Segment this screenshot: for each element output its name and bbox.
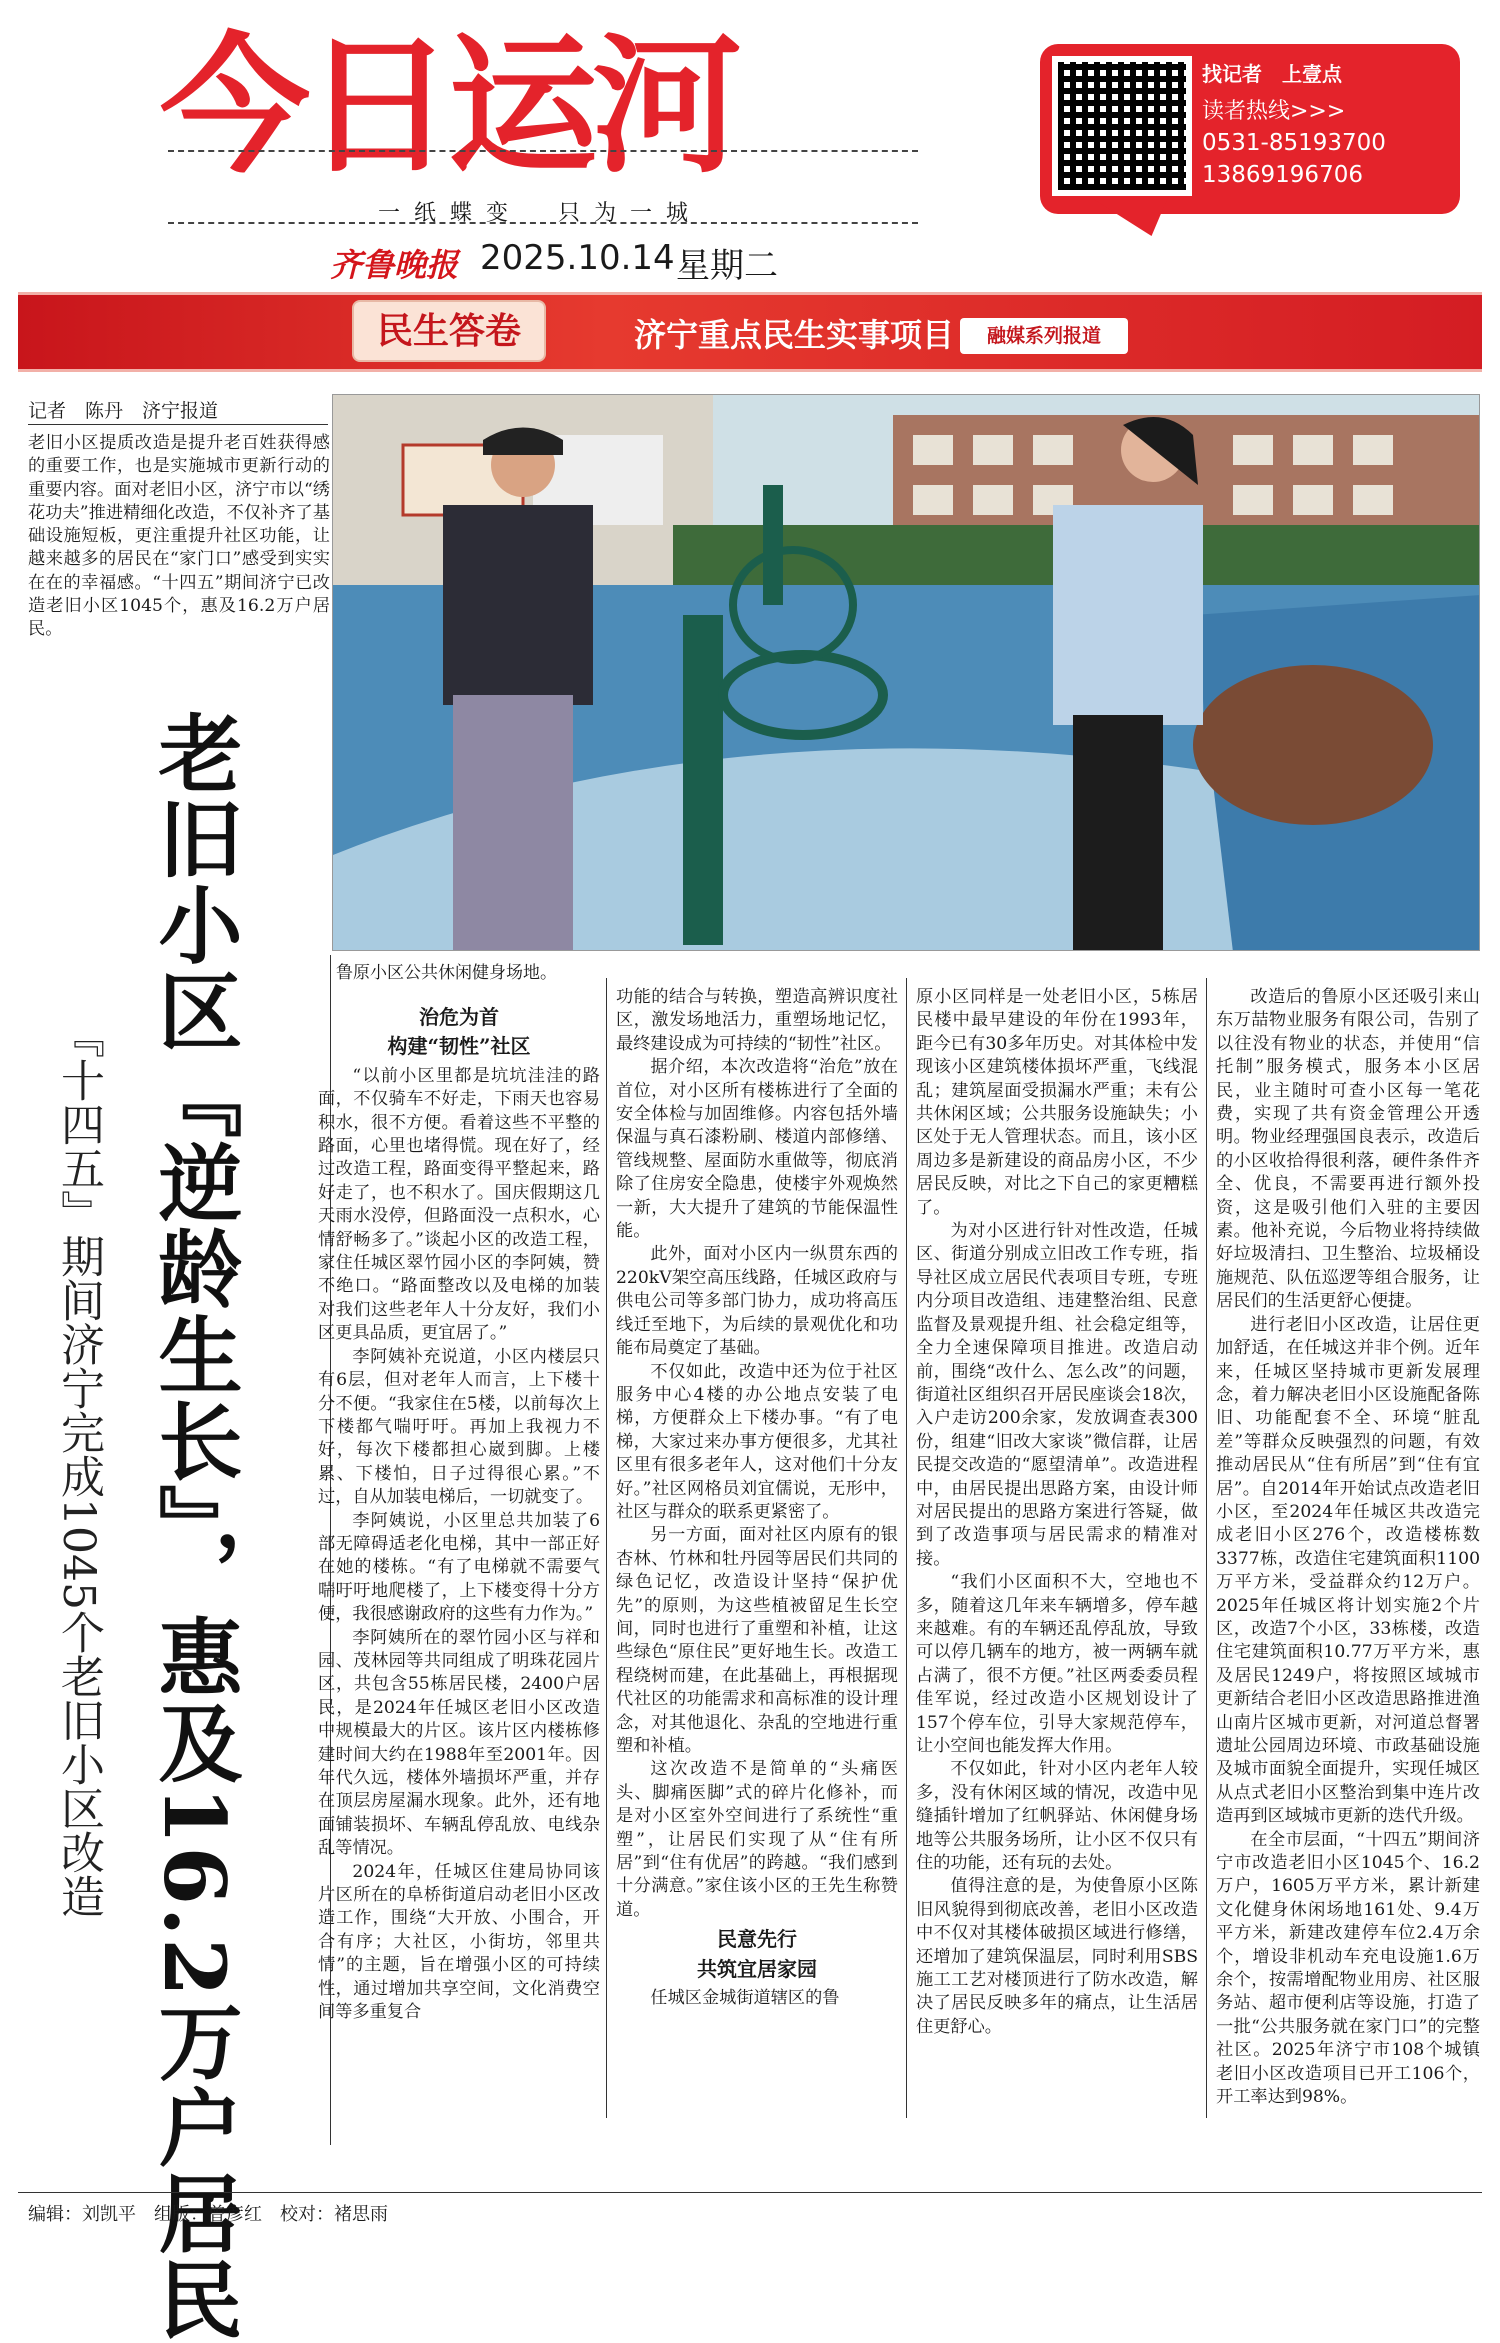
issue-weekday: 星期二: [676, 246, 778, 286]
section-tag: 民生答卷: [352, 300, 546, 362]
article-paragraph: 李阿姨所在的翠竹园小区与祥和园、茂林园等共同组成了明珠花园片区，共包含55栋居民楼，2400户居民，是2024年任城区老旧小区改造中规模最大的片区。该片区内楼栋修建时间大约在1988年至2001年。因年代久远，楼体外墙损坏严重，并存在顶层房屋漏水现象。此外，还有地面铺装损坏、车辆乱停乱放、电线杂乱等情况。: [318, 1627, 600, 1859]
article-column-2: [616, 986, 898, 2010]
contact-slogan: 找记者 上壹点: [1202, 62, 1342, 86]
masthead-divider: [168, 150, 918, 152]
hotline-phone-2[interactable]: 13869196706: [1202, 162, 1363, 188]
slogan-divider: [168, 222, 918, 224]
column-divider: [906, 978, 907, 2118]
article-paragraph: 据介绍，本次改造将“治危”放在首位，对小区所有楼栋进行了全面的安全体检与加固维修。内容包括外墙保温与真石漆粉刷、楼道内部修缮、管线规整、屋面防水重做等，彻底消除了住房安全隐患，使楼宇外观焕然一新，大大提升了建筑的节能保温性能。: [616, 1057, 898, 1242]
article-paragraph: 这次改造不是简单的“头痛医头、脚痛医脚”式的碎片化修补，而是对小区室外空间进行了系统性“重塑”，让居民们实现了从“住有所居”到“住有优居”的跨越。“我们感到十分满意。”家住该小区的王先生称赞道。: [616, 1759, 898, 1920]
paper-logo: 齐鲁晚报: [330, 246, 459, 284]
article-paragraph: 不仅如此，针对小区内老年人较多，没有休闲区域的情况，改造中见缝插针增加了红帆驿站、休闲健身场地等公共服务场所，让小区不仅只有住的功能，还有玩的去处。: [916, 1759, 1198, 1874]
editorial-credits: 编辑：刘凯平 组版：曾彦红 校对：褚思雨: [28, 2204, 388, 2225]
masthead-slogan: 一纸蝶变 只为一城: [377, 201, 702, 226]
section-title: 济宁重点民生实事项目: [634, 316, 955, 354]
subheadline: 『十四五』期间济宁完成1045个老旧小区改造: [53, 1014, 104, 1918]
section-subheading: 构建“韧性”社区: [387, 1034, 531, 1059]
article-paragraph: 值得注意的是，为使鲁原小区陈旧风貌得到彻底改善，老旧小区改造中不仅对其楼体破损区域进行修缮，还增加了建筑保温层，同时利用SBS施工工艺对楼顶进行了防水改造，解决了居民反映多年的痛点，让生活居住更舒心。: [916, 1876, 1198, 2037]
article-paragraph: 进行老旧小区改造，让居住更加舒适，在任城这并非个例。近年来，任城区坚持城市更新发展理念，着力解决老旧小区设施配备陈旧、功能配套不全、环境“脏乱差”等群众反映强烈的问题，有效推动居民从“住有所居”到“住有宜居”。自2014年开始试点改造老旧小区，至2024年任城区共改造完成老旧小区276个，改造楼栋数3377栋，改造住宅建筑面积1100万平方米，受益群众约12万户。2025年任城区将计划实施2个片区，改造7个小区，33栋楼，改造住宅建筑面积10.77万平方米，惠及居民1249户，将按照区域城市更新结合老旧小区改造思路推进渔山南片区城市更新，对河道总督署遗址公园周边环境、市政基础设施及城市面貌全面提升，实现任城区从点式老旧小区整治到集中连片改造再到区域城市更新的迭代升级。: [1216, 1314, 1480, 1827]
article-paragraph: 此外，面对小区内一纵贯东西的220kV架空高压线路，任城区政府与供电公司等多部门协力，成功将高压线迁至地下，为后续的景观优化和功能布局奠定了基础。: [616, 1244, 898, 1359]
article-paragraph: 李阿姨说，小区里总共加装了6部无障碍适老化电梯，其中一部正好在她的楼栋。“有了电梯就不需要气喘吁吁地爬楼了，上下楼变得十分方便，我很感谢政府的这些有力作为。”: [318, 1510, 600, 1625]
hotline-label: 读者热线>>>: [1202, 99, 1346, 124]
article-paragraph: 在全市层面，“十四五”期间济宁市改造老旧小区1045个、16.2万户，1605万平方米，累计新建文化健身休闲场地161处、9.4万平方米，新建改建停车位2.4万余个，增设非机动车充电设施1.6万余个，按需增配物业用房、社区服务站、超市便利店等设施，打造了一批“公共服务就在家门口”的完整社区。2025年济宁市108个城镇老旧小区改造项目已开工106个，开工率达到98%。: [1216, 1829, 1480, 2108]
column-divider: [606, 978, 607, 2118]
article-paragraph: 2024年，任城区住建局协同该片区所在的阜桥街道启动老旧小区改造工作，围绕“大开放、小围合，开合有序；大社区，小街坊，邻里共情”的主题，旨在增强小区的可持续性，通过增加共享空间，文化消费空间等多重复合: [318, 1861, 600, 2023]
article-paragraph: 另一方面，面对社区内原有的银杏林、竹林和牡丹园等居民们共同的绿色记忆，改造设计坚持“保护优先”的原则，为这些植被留足生长空间，同时也进行了重塑和补植，让这些绿色“原住民”更好地生长。改造工程绕树而建，在此基础上，再根据现代社区的功能需求和高标准的设计理念，对其他退化、杂乱的空地进行重塑和补植。: [616, 1525, 898, 1756]
article-paragraph: “我们小区面积不大，空地也不多，随着这几年来车辆增多，停车越来越难。有的车辆还乱停乱放，导致可以停几辆车的地方，被一两辆车就占满了，很不方便。”社区两委委员程佳军说，经过改造小区规划设计了157个停车位，引导大家规范停车，让小空间也能发挥大作用。: [916, 1572, 1198, 1756]
article-paragraph: 原小区同样是一处老旧小区，5栋居民楼中最早建设的年份在1993年，距今已有30多年历史。对其体检中发现该小区建筑楼体损坏严重，飞线混乱；建筑屋面受损漏水严重；未有公共休闲区域；公共服务设施缺失；小区处于无人管理状态。而且，该小区周边多是新建设的商品房小区，不少居民反映，对比之下自己的家更糟糕了。: [916, 987, 1198, 1218]
article-paragraph: 不仅如此，改造中还为位于社区服务中心4楼的办公地点安装了电梯，方便群众上下楼办事。“有了电梯，大家过来办事方便很多，尤其社区里有很多老年人，这对他们十分友好。”社区网格员刘宜儒说，无形中，社区与群众的联系更紧密了。: [616, 1361, 898, 1522]
byline: 记者 陈丹 济宁报道: [28, 400, 219, 422]
column-divider: [1206, 978, 1207, 2118]
footer-divider: [18, 2192, 1482, 2193]
issue-date: 2025.10.14: [480, 238, 675, 278]
section-subheading: 治危为首: [419, 1005, 499, 1029]
article-column-3: [916, 986, 1198, 2039]
article-paragraph: “以前小区里都是坑坑洼洼的路面，不仅骑车不好走，下雨天也容易积水，很不方便。看着这些不平整的路面，心里也堵得慌。现在好了，经过改造工程，路面变得平整起来，路好走了，也不积水了。国庆假期这几天雨水没停，但路面没一点积水，心情舒畅多了。”谈起小区的改造工程，家住任城区翠竹园小区的李阿姨，赞不绝口。“路面整改以及电梯的加装对我们这些老年人十分友好，我们小区更具品质，更宜居了。”: [318, 1065, 600, 1344]
lead-paragraph: 老旧小区提质改造是提升老百姓获得感的重要工作，也是实施城市更新行动的重要内容。面对老旧小区，济宁市以“绣花功夫”推进精细化改造，不仅补齐了基础设施短板，更注重提升社区功能，让越来越多的居民在“家门口”感受到实实在在的幸福感。“十四五”期间济宁已改造老旧小区1045个，惠及16.2万户居民。: [28, 433, 330, 640]
article-paragraph: 为对小区进行针对性改造，任城区、街道分别成立旧改工作专班，指导社区成立居民代表项目专班，专班内分项目改造组、违建整治组、民意监督及景观提升组、社会稳定组等，全力全速保障项目推进。改造启动前，围绕“改什么、怎么改”的问题，街道社区组织召开居民座谈会18次，入户走访200余家，发放调查表300份，组建“旧改大家谈”微信群，让居民提交改造的“愿望清单”。改造进程中，由居民提出思路方案，由设计师对居民提出的思路方案进行答疑，做到了改造事项与居民需求的精准对接。: [916, 1221, 1198, 1569]
article-paragraph: 功能的结合与转换，塑造高辨识度社区，激发场地活力，重塑场地记忆，最终建设成为可持续的“韧性”社区。: [616, 987, 898, 1054]
article-paragraph: 改造后的鲁原小区还吸引来山东万喆物业服务有限公司，告别了以往没有物业的状态，并使用“信托制”服务模式，服务本小区居民，业主随时可查小区每一笔花费，实现了共有资金管理公开透明。物业经理强国良表示，改造后的小区收拾得很利落，硬件条件齐全、优良，不需要再进行额外投资，这是吸引他们入驻的主要因素。他补充说，今后物业将持续做好垃圾清扫、卫生整治、垃圾桶设施规范、队伍巡逻等组合服务，让居民们的生活更舒心便捷。: [1216, 987, 1480, 1312]
masthead-title: 今日运河: [160, 20, 737, 194]
article-column-4: [1216, 986, 1480, 2110]
article-paragraph: 任城区金城街道辖区的鲁: [650, 1988, 840, 2009]
hotline-phone-1[interactable]: 0531-85193700: [1202, 130, 1386, 156]
series-badge: 融媒系列报道: [960, 318, 1128, 354]
section-subheading: 共筑宜居家园: [697, 1956, 817, 1981]
article-photo: [332, 394, 1480, 951]
qr-code-icon[interactable]: [1052, 56, 1192, 196]
byline-divider: [28, 424, 328, 425]
headline: 老旧小区『逆龄生长』，惠及16.2万户居民: [145, 710, 244, 2343]
article-paragraph: 李阿姨补充说道，小区内楼层只有6层，但对老年人而言，上下楼十分不便。“我家住在5楼，以前每次上下楼都气喘吁吁。再加上我视力不好，每次下楼都担心崴到脚。上楼累、下楼怕，日子过得很心累。”不过，自从加装电梯后，一切就变了。: [318, 1346, 600, 1508]
article-column-1: [318, 1000, 600, 2024]
photo-caption: 鲁原小区公共休闲健身场地。: [336, 963, 557, 983]
section-subheading: 民意先行: [717, 1927, 797, 1952]
